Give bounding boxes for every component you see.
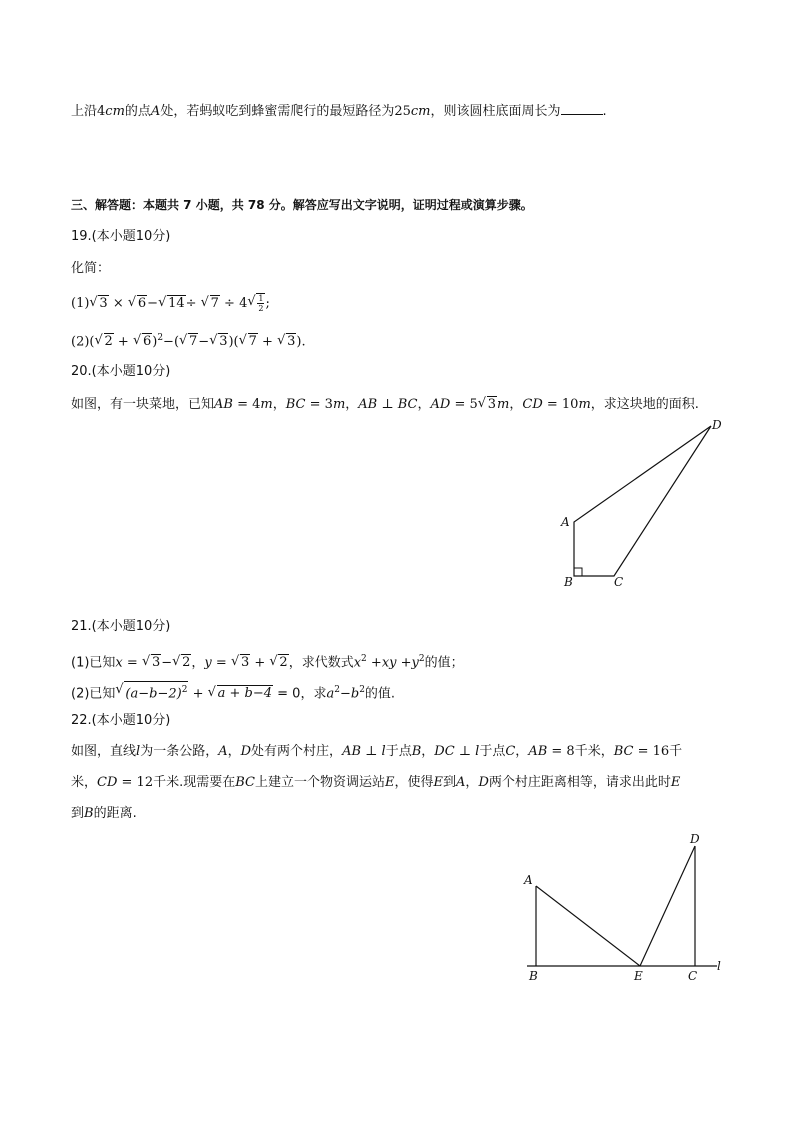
right-angle-mark bbox=[574, 568, 582, 576]
var: C bbox=[505, 744, 516, 759]
sqrt bbox=[239, 332, 258, 352]
segment: AB bbox=[358, 397, 378, 412]
label-c: C bbox=[688, 969, 698, 983]
segment: BC bbox=[285, 397, 306, 412]
text: 千 bbox=[669, 744, 683, 759]
op: ⊥ bbox=[454, 744, 476, 759]
label-b: B bbox=[529, 969, 538, 983]
radicand: 2 bbox=[182, 655, 191, 671]
sqrt bbox=[133, 332, 152, 352]
radicand: (a−b−2) bbox=[125, 686, 182, 702]
var: xy bbox=[381, 655, 397, 671]
segment: BC bbox=[397, 397, 418, 412]
op: ) bbox=[152, 334, 158, 350]
op: ⊥ bbox=[377, 397, 398, 412]
unit: m bbox=[260, 397, 273, 412]
text: 到 bbox=[443, 775, 457, 790]
text: 的值. bbox=[364, 686, 396, 702]
text: ， bbox=[191, 655, 205, 671]
q22-line1 bbox=[71, 742, 682, 762]
segment: BC bbox=[613, 744, 634, 759]
exponent: 2 bbox=[359, 685, 365, 695]
radicand: 3 bbox=[99, 296, 108, 311]
text: 如图，直线 bbox=[71, 744, 137, 759]
radicand: 7 bbox=[248, 334, 257, 350]
op: + bbox=[257, 334, 278, 350]
op: + bbox=[113, 334, 133, 350]
numerator: √ 1 bbox=[258, 294, 264, 303]
q21-title: 21.(本小题10分) bbox=[71, 619, 171, 634]
label-b: B bbox=[564, 575, 573, 589]
var: D bbox=[240, 744, 252, 759]
text: 千米， bbox=[574, 744, 614, 759]
text: 两个村庄距离相等，请求出此时 bbox=[488, 775, 671, 790]
var: y bbox=[411, 655, 419, 671]
label-a: A bbox=[561, 515, 570, 529]
text: ， bbox=[272, 397, 286, 412]
segment: AB bbox=[342, 744, 362, 759]
sqrt bbox=[209, 332, 228, 352]
exponent: 2 bbox=[157, 333, 164, 343]
quadrilateral-abcd bbox=[574, 426, 711, 576]
q22-line3 bbox=[71, 804, 137, 824]
exponent: 2 bbox=[361, 654, 367, 664]
text: ，使得 bbox=[394, 775, 434, 790]
sqrt bbox=[172, 653, 191, 673]
var: B bbox=[411, 744, 422, 759]
text: 于点 bbox=[385, 744, 412, 759]
op: ; bbox=[265, 296, 270, 311]
text: 处有两个村庄， bbox=[251, 744, 343, 759]
radicand: 7 bbox=[189, 334, 198, 350]
label-d: D bbox=[690, 832, 700, 846]
text: 的值； bbox=[424, 655, 464, 671]
text: ， bbox=[421, 744, 435, 759]
text: ，则该圆柱底面周长为 bbox=[430, 104, 561, 119]
radicand: 2 bbox=[104, 334, 113, 350]
text: ，求这块地的面积. bbox=[590, 397, 699, 412]
q22-title: 22.(本小题10分) bbox=[71, 713, 171, 728]
unit: cm bbox=[410, 104, 431, 119]
var: l bbox=[475, 744, 480, 759]
var: b bbox=[350, 686, 360, 702]
sqrt bbox=[269, 653, 288, 673]
label-c: C bbox=[614, 575, 624, 589]
radicand: 3 bbox=[151, 655, 161, 671]
value: = 4 bbox=[232, 397, 261, 412]
op: − bbox=[147, 296, 159, 311]
q20-text bbox=[71, 395, 699, 415]
radicand: 6 bbox=[142, 334, 152, 350]
text: 于点 bbox=[479, 744, 506, 759]
radicand: 3 bbox=[240, 655, 250, 671]
var: E bbox=[670, 775, 681, 790]
op: )( bbox=[228, 334, 239, 350]
sqrt bbox=[201, 294, 220, 314]
sqrt bbox=[478, 395, 497, 415]
sqrt bbox=[95, 332, 114, 352]
q19-title: 19.(本小题10分) bbox=[71, 229, 171, 244]
text: ， bbox=[465, 775, 479, 790]
part-label: (2)已知 bbox=[71, 686, 116, 702]
part-label: (2)( bbox=[71, 334, 95, 350]
sqrt bbox=[247, 293, 265, 314]
number: 25 bbox=[394, 104, 411, 119]
text: ， bbox=[515, 744, 529, 759]
op: − bbox=[339, 686, 351, 702]
var: E bbox=[433, 775, 444, 790]
sqrt bbox=[179, 332, 198, 352]
segment: AB bbox=[214, 397, 233, 412]
sqrt bbox=[89, 294, 108, 314]
segment: AB bbox=[528, 744, 548, 759]
text: 的点 bbox=[124, 104, 151, 119]
var: D bbox=[478, 775, 489, 790]
sqrt bbox=[115, 681, 188, 704]
text: . bbox=[602, 104, 607, 119]
text: 处，若蚂蚁吃到蜂蜜需爬行的最短路径为 bbox=[160, 104, 395, 119]
sqrt bbox=[208, 684, 273, 704]
op: × bbox=[108, 296, 128, 311]
radicand: 3 bbox=[287, 334, 296, 350]
unit: m bbox=[332, 397, 346, 412]
segment: BC bbox=[235, 775, 255, 790]
unit: cm bbox=[105, 104, 125, 119]
var: B bbox=[84, 806, 94, 821]
q22-figure bbox=[515, 830, 730, 990]
var: A bbox=[456, 775, 466, 790]
op: + bbox=[250, 655, 270, 671]
q19-part1 bbox=[71, 293, 270, 314]
label-a: A bbox=[524, 873, 533, 887]
radicand: a + b−4 bbox=[217, 686, 273, 702]
op: ÷ bbox=[185, 296, 201, 311]
segment: AD bbox=[430, 397, 451, 412]
text: 的距离. bbox=[93, 806, 137, 821]
exponent: 2 bbox=[181, 685, 188, 695]
part-label: (1) bbox=[71, 296, 90, 311]
var: l bbox=[381, 744, 386, 759]
op: − bbox=[198, 334, 210, 350]
op: + bbox=[366, 655, 382, 671]
q18-tail-line bbox=[71, 102, 607, 122]
value: = 10 bbox=[542, 397, 579, 412]
q21-part2 bbox=[71, 680, 395, 704]
q19-part2 bbox=[71, 328, 306, 352]
text: 上沿 bbox=[71, 104, 98, 119]
text: 千米.现需要在 bbox=[153, 775, 236, 790]
var: x bbox=[115, 655, 123, 671]
var: y bbox=[204, 655, 212, 671]
segment: CD bbox=[97, 775, 118, 790]
segment: DC bbox=[434, 744, 455, 759]
segment: CD bbox=[522, 397, 543, 412]
text: 为一条公路， bbox=[140, 744, 219, 759]
op: ÷ 4 bbox=[219, 296, 248, 311]
label-l: l bbox=[717, 959, 721, 973]
label-d: D bbox=[712, 418, 722, 432]
point-label: A bbox=[150, 104, 161, 119]
radicand: 3 bbox=[219, 334, 228, 350]
exponent: 2 bbox=[418, 654, 425, 664]
var: x bbox=[353, 655, 362, 671]
sqrt bbox=[277, 332, 296, 352]
exponent: 2 bbox=[334, 685, 340, 695]
value: = 5 bbox=[450, 397, 478, 412]
part-label: (1)已知 bbox=[71, 655, 116, 671]
radicand: 7 bbox=[210, 296, 219, 311]
op: = bbox=[211, 655, 231, 671]
sqrt bbox=[231, 653, 250, 673]
op: ⊥ bbox=[361, 744, 382, 759]
denominator: 2 bbox=[258, 304, 264, 313]
op: −( bbox=[163, 334, 180, 350]
radicand: 6 bbox=[137, 296, 147, 311]
number: 4 bbox=[97, 104, 106, 119]
text: = 0，求 bbox=[273, 686, 327, 702]
q20-title: 20.(本小题10分) bbox=[71, 364, 171, 379]
unit: m bbox=[578, 397, 591, 412]
text: 到 bbox=[71, 806, 85, 821]
text: 如图，有一块菜地，已知 bbox=[71, 397, 215, 412]
op: ). bbox=[296, 334, 306, 350]
radicand: 2 bbox=[279, 655, 288, 671]
text: 米， bbox=[71, 775, 98, 790]
value: = 16 bbox=[633, 744, 670, 759]
var: E bbox=[385, 775, 395, 790]
text: 上建立一个物资调运站 bbox=[254, 775, 385, 790]
op: + bbox=[188, 686, 208, 702]
value: = 3 bbox=[305, 397, 333, 412]
var: l bbox=[136, 744, 141, 759]
section-header: 三、解答题：本题共 7 小题，共 78 分。解答应写出文字说明，证明过程或演算步骤。 bbox=[71, 198, 533, 212]
var: A bbox=[218, 744, 228, 759]
segment-ae bbox=[536, 886, 640, 966]
var: a bbox=[326, 686, 335, 702]
unit: m bbox=[497, 397, 510, 412]
q20-figure bbox=[550, 414, 730, 594]
text: ， bbox=[417, 397, 431, 412]
value: = 12 bbox=[117, 775, 154, 790]
text: ，求代数式 bbox=[288, 655, 354, 671]
sqrt bbox=[158, 294, 186, 314]
q22-line2 bbox=[71, 773, 680, 793]
sqrt bbox=[142, 653, 161, 673]
text: ， bbox=[345, 397, 359, 412]
q19-intro: 化简： bbox=[71, 261, 111, 276]
sqrt bbox=[128, 294, 147, 314]
fraction bbox=[257, 294, 264, 313]
text: ， bbox=[509, 397, 523, 412]
text: ， bbox=[227, 744, 241, 759]
segment-de bbox=[640, 846, 695, 966]
radicand: 14 bbox=[168, 296, 185, 311]
answer-blank[interactable] bbox=[561, 114, 603, 115]
value: = 8 bbox=[547, 744, 575, 759]
label-e: E bbox=[634, 969, 643, 983]
op: + bbox=[396, 655, 412, 671]
q21-part1 bbox=[71, 649, 464, 673]
op: − bbox=[161, 655, 173, 671]
op: = bbox=[122, 655, 142, 671]
radicand: 3 bbox=[487, 397, 497, 412]
